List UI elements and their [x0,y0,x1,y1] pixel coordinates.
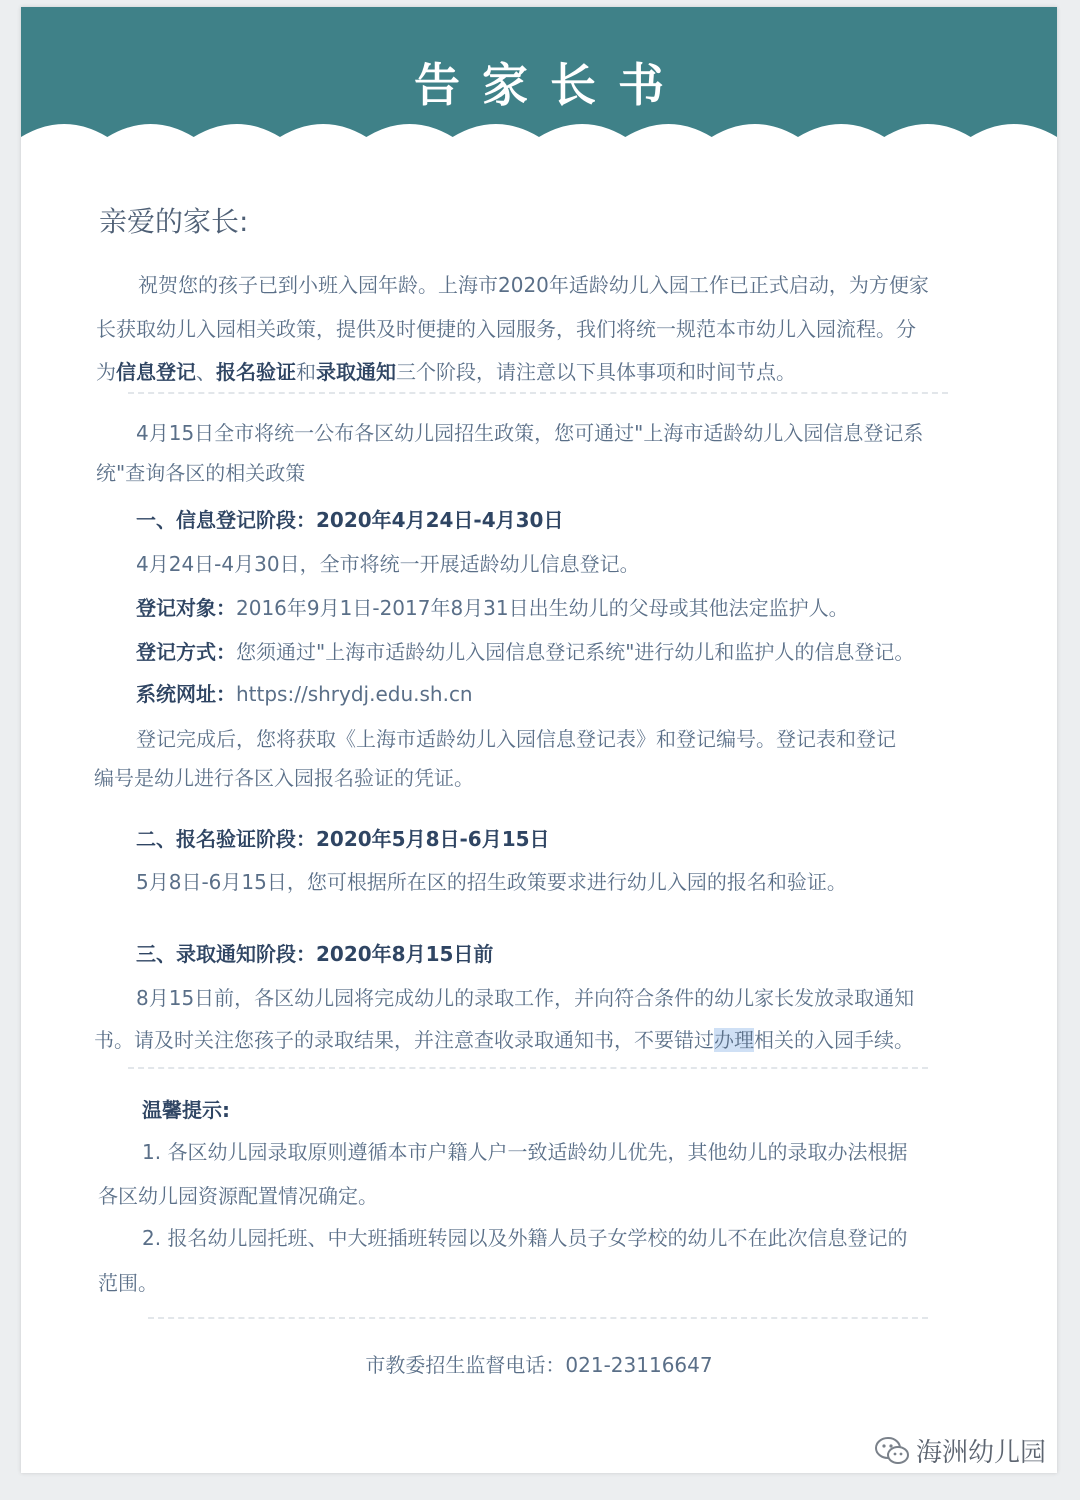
letter-page [21,7,1057,1473]
tip-2-line-1: 2. 报名幼儿园托班、中大班插班转园以及外籍人员子女学校的幼儿不在此次信息登记的 [142,1226,908,1250]
stage2-text: 5月8日-6月15日，您可根据所在区的招生政策要求进行幼儿入园的报名和验证。 [136,870,847,894]
stage1-url: 系统网址：https://shrydj.edu.sh.cn [136,682,473,706]
policy-line-2: 统"查询各区的相关政策 [96,461,306,485]
tip-1-line-2: 各区幼儿园资源配置情况确定。 [98,1184,378,1208]
header-banner [21,7,1057,167]
page-title: 告家长书 [414,58,686,112]
stage-name-1: 信息登记 [116,360,196,384]
tip-2-line-2: 范围。 [98,1271,158,1295]
stage1-target: 登记对象：2016年9月1日-2017年8月31日出生幼儿的父母或其他法定监护人。 [136,596,849,620]
hotline-text: 市教委招生监督电话：021-23116647 [365,1353,713,1377]
stage2-heading: 二、报名验证阶段：2020年5月8日-6月15日 [136,827,550,851]
wechat-icon [874,1436,910,1466]
divider [148,1317,928,1319]
selected-text[interactable]: 办理 [714,1028,754,1052]
stage1-text: 4月24日-4月30日，全市将统一开展适龄幼儿信息登记。 [136,552,640,576]
policy-line-1: 4月15日全市将统一公布各区幼儿园招生政策，您可通过"上海市适龄幼儿入园信息登记系 [136,421,924,445]
stage1-after-line-2: 编号是幼儿进行各区入园报名验证的凭证。 [94,766,474,790]
stage3-line-1: 8月15日前，各区幼儿园将完成幼儿的录取工作，并向符合条件的幼儿家长发放录取通知 [136,986,915,1010]
intro-line-3: 为信息登记、报名验证和录取通知三个阶段，请注意以下具体事项和时间节点。 [96,360,796,384]
stage1-heading: 一、信息登记阶段：2020年4月24日-4月30日 [136,508,564,532]
tip-1-line-1: 1. 各区幼儿园录取原则遵循本市户籍人户一致适龄幼儿优先，其他幼儿的录取办法根据 [142,1140,908,1164]
stage3-line-2: 书。请及时关注您孩子的录取结果，并注意查收录取通知书，不要错过办理相关的入园手续。 [94,1028,914,1052]
divider [128,1067,928,1069]
stage-name-3: 录取通知 [316,360,396,384]
intro-line-2: 长获取幼儿入园相关政策，提供及时便捷的入园服务，我们将统一规范本市幼儿入园流程。分 [96,317,916,341]
divider [128,392,948,394]
stage1-after-line-1: 登记完成后，您将获取《上海市适龄幼儿入园信息登记表》和登记编号。登记表和登记 [136,727,896,751]
stage3-heading: 三、录取通知阶段：2020年8月15日前 [136,942,494,966]
account-watermark [874,1432,1046,1469]
stage-name-2: 报名验证 [216,360,296,384]
tips-heading: 温馨提示: [142,1098,230,1122]
system-url-link[interactable]: https://shrydj.edu.sh.cn [236,682,473,706]
greeting: 亲爱的家长: [99,205,249,238]
intro-line-1: 祝贺您的孩子已到小班入园年龄。上海市2020年适龄幼儿入园工作已正式启动，为方便家 [138,273,929,297]
stage1-method: 登记方式：您须通过"上海市适龄幼儿入园信息登记系统"进行幼儿和监护人的信息登记。 [136,640,915,664]
account-name: 海洲幼儿园 [915,1438,1046,1468]
